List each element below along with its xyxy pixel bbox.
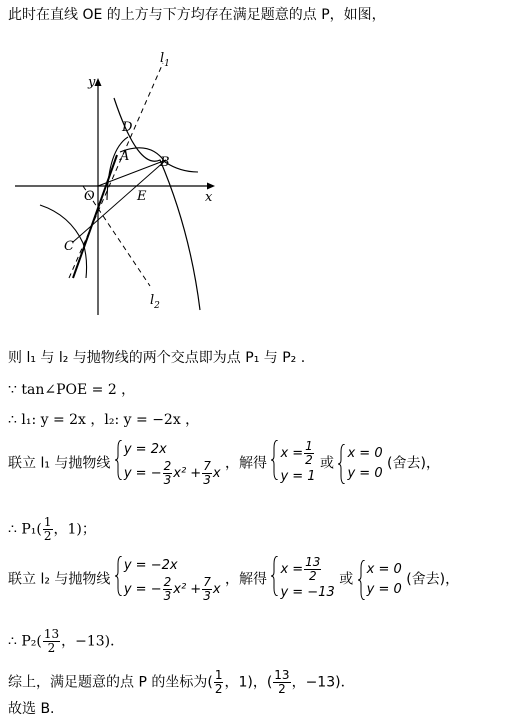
- y-axis-arrow: [95, 78, 102, 86]
- sol1-row2: y = 1: [280, 469, 316, 484]
- sys2-prefix: 联立 l₂ 与抛物线: [8, 571, 111, 588]
- label-o: O: [84, 189, 95, 204]
- sol0-row1: x = 0: [347, 445, 383, 461]
- tan-line: ∵ tan∠POE = 2 ，: [8, 382, 136, 398]
- sys2-row2: y = − $\frac{2}{3}$ x² + $\frac{7}{3}$ x: [123, 575, 221, 603]
- solve1: ，解得: [224, 455, 267, 472]
- sol2-row2: y = −13: [280, 585, 335, 600]
- label-a: A: [120, 149, 130, 164]
- sol2-row1: x = $\frac{13}{2}$: [280, 555, 321, 583]
- brace-icon: [358, 560, 366, 600]
- parabola-figure: [0, 25, 513, 355]
- discard-2: (舍去)，: [406, 571, 460, 588]
- line-ob: [98, 160, 166, 186]
- sys1-brace-group: [115, 440, 221, 487]
- label-b: B: [160, 155, 170, 170]
- brace-icon: [338, 444, 346, 484]
- brace-icon: [271, 556, 279, 596]
- brace-icon: [115, 440, 123, 480]
- intro-text: 此时在直线 OE 的上方与下方均存在满足题意的点 P，如图，: [8, 7, 386, 23]
- sol1-group: [271, 440, 315, 487]
- sol0-row2: y = 0: [347, 465, 383, 481]
- sys1-row2: y = − $\frac{2}{3}$ x² + $\frac{7}{3}$ x: [123, 459, 221, 487]
- sys2-brace-group: [115, 556, 221, 603]
- line-oc: [73, 155, 117, 278]
- sys1-prefix: 联立 l₁ 与抛物线: [8, 455, 111, 472]
- label-d: D: [122, 120, 133, 135]
- sol0-group: [338, 444, 382, 484]
- brace-icon: [115, 556, 123, 596]
- discard-1: (舍去)，: [387, 455, 440, 472]
- summary-line: 综上，满足题意的点 P 的坐标为( $\frac{1}{2}$ ，1)，( $\frac{13}{2}$ ，−13)．: [8, 668, 355, 696]
- eq-lines: ∴ l₁: y = 2x ，l₂: y = −2x ，: [8, 412, 200, 428]
- or-2: 或: [339, 571, 354, 588]
- line-l1: [69, 63, 163, 278]
- label-e: E: [137, 189, 147, 204]
- label-l1: $l_1$: [160, 51, 170, 69]
- label-y: y: [88, 75, 96, 90]
- sys2-row1: y = −2x: [123, 558, 178, 573]
- answer-line: 故选 B.: [8, 701, 55, 717]
- sol0b-row1: x = 0: [366, 561, 402, 577]
- label-l2: $l_2$: [150, 293, 160, 311]
- p1-line: ∴ P₁( $\frac{1}{2}$ ，1)；: [8, 515, 96, 543]
- curve-d: [107, 137, 128, 200]
- label-x: x: [205, 190, 213, 205]
- system-2: [8, 556, 459, 603]
- sol0b-group: [358, 560, 402, 600]
- l1-l2-intro: 则 l₁ 与 l₂ 与抛物线的两个交点即为点 P₁ 与 P₂ .: [8, 350, 306, 366]
- brace-icon: [271, 440, 279, 480]
- solve2: ，解得: [224, 571, 267, 588]
- or-1: 或: [320, 455, 335, 472]
- sol2-group: [271, 556, 334, 603]
- label-c: C: [64, 239, 74, 254]
- p2-line: ∴ P₂( $\frac{13}{2}$ ，−13)．: [8, 627, 125, 655]
- sys1-row1: y = 2x: [123, 442, 167, 457]
- x-axis-arrow: [207, 183, 215, 190]
- system-1: [8, 440, 440, 487]
- sol0b-row2: y = 0: [366, 581, 402, 597]
- sol1-row1: x = $\frac{1}{2}$: [280, 439, 313, 467]
